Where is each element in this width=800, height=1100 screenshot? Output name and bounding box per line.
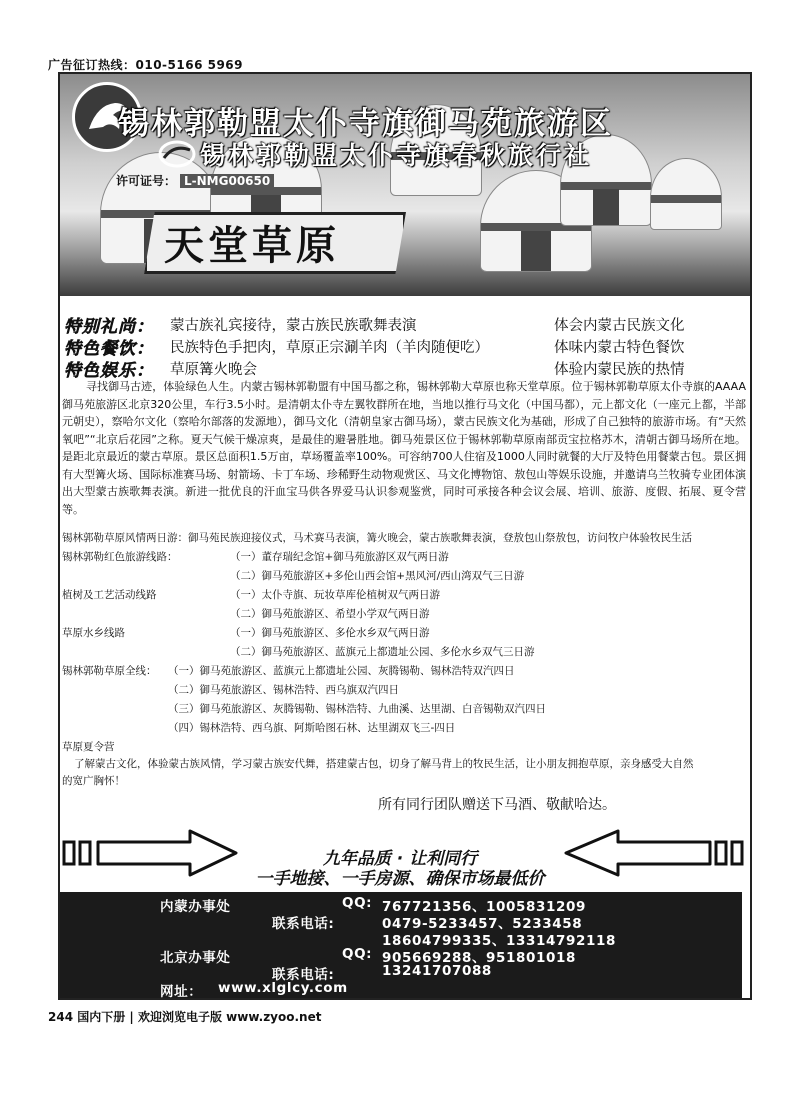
feature-row (64, 356, 734, 381)
slogan-quality: 九年品质 · 让利同行 (322, 849, 478, 869)
route-item: （一）御马苑旅游区、多伦水乡双气两日游 (230, 627, 430, 639)
scenic-area-title: 锡林郭勒盟太仆寺旗御马苑旅游区 (118, 106, 613, 142)
intro-paragraph: 寻找御马古迹，体验绿色人生。内蒙古锡林郭勒盟有中国马都之称，锡林郭勒大草原也称天堂草原。位于锡林郭勒草原太仆寺旗的AAAA御马苑旅游区北京320公里，车行3.5小时。是清朝太仆寺左翼牧群所在地，当地以推行马文化（中国马都），元上都文化（一座元上都，半部元朝史），察哈尔文化（察哈尔部落的发源地），御马文化（清朝皇家古御马场），蒙古民族文化为基础，形成了自己独特的旅游市场。有“天然氧吧”“北京后花园”之称。夏天气候干燥凉爽，是最佳的避暑胜地。御马苑景区位于锡林郭勒草原南部贡宝拉格苏木，清朝古御马场所在地。是距北京最近的蒙古草原。景区总面积1.5万亩，草场覆盖率100%。可容纳700人住宿及1000人同时就餐的大厅及特色用餐蒙古包。景区拥有大型篝火场、国际标准赛马场、射箭场、卡丁车场、珍稀野生动物观赏区、马文化博物馆、敖包山等娱乐设施，并邀请乌兰牧骑专业团体演出大型蒙古族歌舞表演。新进一批优良的汗血宝马供各界爱马认识参观鉴赏，同时可承接各种会议会展、培训、旅游、度假、拓展、夏令营等。 (62, 380, 746, 516)
agency-logo-icon (158, 140, 196, 168)
bj-phone: 13241707088 (382, 963, 492, 979)
website-link[interactable]: www.xlglcy.com (218, 980, 348, 996)
route-item: （三）御马苑旅游区、灰腾锡勒、锡林浩特、九曲溪、达里湖、白音锡勒双汽四日 (168, 703, 546, 715)
camp-text: 了解蒙古文化，体验蒙古族风情，学习蒙古族安代舞，搭建蒙古包，切身了解马背上的牧民生活，让小朋友拥抱草原，亲身感受大自然 (74, 758, 694, 770)
feature-text: 蒙古族礼宾接待，蒙古族民族歌舞表演 (170, 318, 417, 334)
license-number (116, 172, 274, 189)
bj-qq: 905669288、951801018 (382, 950, 576, 966)
feature-text: 草原篝火晚会 (170, 362, 257, 378)
bj-office-label: 北京办事处 (160, 950, 231, 966)
route-item: （二）御马苑旅游区、蓝旗元上都遗址公园、多伦水乡双气三日游 (230, 646, 535, 658)
route-red-label: 锡林郭勒红色旅游线路： (62, 551, 178, 563)
route-item: （一）御马苑旅游区、蓝旗元上都遗址公园、灰腾锡勒、锡林浩特双汽四日 (168, 665, 515, 677)
contact-panel (60, 892, 742, 998)
camp-text: 的宽广胸怀！ (62, 775, 125, 787)
feature-label: 特别礼尚： (64, 317, 154, 337)
route-two-day: 锡林郭勒草原风情两日游：御马苑民族迎接仪式，马术赛马表演，篝火晚会，蒙古族歌舞表演，登敖包山祭敖包，访问牧户体验牧民生活 (62, 532, 692, 544)
route-tree-label: 植树及工艺活动线路 (62, 589, 157, 601)
right-arrow-icon (60, 828, 240, 878)
feature-row (64, 334, 734, 359)
feature-text: 民族特色手把肉，草原正宗涮羊肉（羊肉随便吃） (170, 340, 489, 356)
page-footer: 244 国内下册 | 欢迎浏览电子版 www.zyoo.net (48, 1010, 322, 1024)
left-arrow-icon (560, 828, 748, 878)
nm-phone: 0479-5233457、5233458 (382, 916, 583, 932)
nm-mobile: 18604799335、13314792118 (382, 933, 616, 949)
phone-label: 联系电话: (272, 967, 335, 983)
feature-tagline: 体味内蒙古特色餐饮 (554, 340, 685, 356)
camp-title: 草原夏令营 (62, 741, 115, 753)
banner-heading: 天堂草原 (164, 223, 340, 269)
feature-row (64, 312, 734, 337)
closing-note: 所有同行团队赠送下马酒、敬献哈达。 (378, 797, 616, 813)
route-item: （一）太仆寺旗、玩妆草库伦植树双气两日游 (230, 589, 440, 601)
license-label: 许可证号： (116, 174, 177, 188)
route-item: （四）锡林浩特、西乌旗、阿斯哈图石林、达里湖双飞三-四日 (168, 722, 456, 734)
feature-tagline: 体会内蒙古民族文化 (554, 318, 685, 334)
feature-label: 特色娱乐： (64, 361, 154, 381)
feature-label: 特色餐饮： (64, 339, 154, 359)
route-item: （二）御马苑旅游区、锡林浩特、西乌旗双汽四日 (168, 684, 399, 696)
slogan-price: 一手地接、一手房源、确保市场最低价 (255, 869, 545, 889)
route-item: （一）董存瑞纪念馆+御马苑旅游区双气两日游 (230, 551, 449, 563)
nm-office-label: 内蒙办事处 (160, 899, 231, 915)
qq-label: QQ: (342, 946, 373, 962)
nm-qq: 767721356、1005831209 (382, 899, 586, 915)
route-water-label: 草原水乡线路 (62, 627, 125, 639)
travel-agency-title: 锡林郭勒盟太仆寺旗春秋旅行社 (200, 141, 593, 170)
route-full-label: 锡林郭勒草原全线： (62, 665, 157, 677)
qq-label: QQ: (342, 895, 373, 911)
phone-label: 联系电话: (272, 916, 335, 932)
website-label: 网址： (160, 984, 203, 1000)
license-value: L-NMG00650 (180, 174, 274, 188)
feature-tagline: 体验内蒙民族的热情 (554, 362, 685, 378)
route-item: （二）御马苑旅游区+多伦山西会馆+黑风河/西山湾双气三日游 (230, 570, 525, 582)
route-item: （二）御马苑旅游区、希望小学双气两日游 (230, 608, 430, 620)
ad-hotline: 广告征订热线：010-5166 5969 (48, 58, 244, 72)
